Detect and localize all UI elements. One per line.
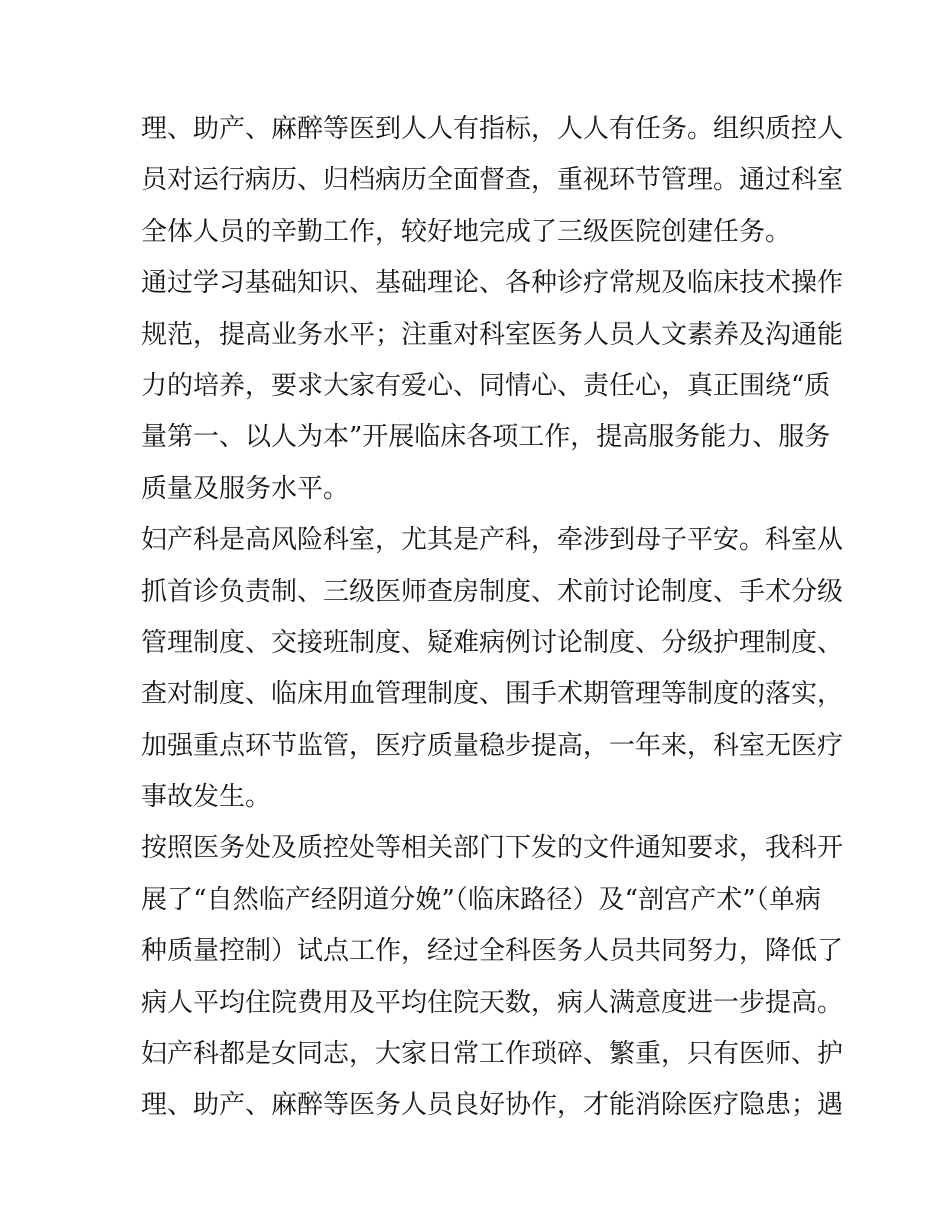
document-body xyxy=(141,104,844,1132)
text-line: 质量及服务水平。 xyxy=(141,473,350,504)
text-line: 理、助产、麻醉等医务人员良好协作，才能消除医疗隐患；遇 xyxy=(141,1090,844,1121)
text-line: 展了“自然临产经阴道分娩”（临床路径）及“剖宫产术”（单病 xyxy=(141,884,821,915)
paragraph-3 xyxy=(141,515,844,823)
paragraph-5 xyxy=(141,1029,844,1132)
paragraph-4 xyxy=(141,823,844,1029)
text-line: 种质量控制）试点工作，经过全科医务人员共同努力，降低了 xyxy=(141,936,844,967)
text-line: 员对运行病历、归档病历全面督查，重视环节管理。通过科室 xyxy=(141,165,844,196)
text-line: 管理制度、交接班制度、疑难病例讨论制度、分级护理制度、 xyxy=(141,627,844,658)
text-line: 量第一、以人为本”开展临床各项工作，提高服务能力、服务 xyxy=(141,422,831,453)
text-line: 力的培养，要求大家有爱心、同情心、责任心，真正围绕“质 xyxy=(141,370,831,401)
text-line: 全体人员的辛勤工作，较好地完成了三级医院创建任务。 xyxy=(141,216,792,247)
text-line: 病人平均住院费用及平均住院天数，病人满意度进一步提高。 xyxy=(141,987,844,1018)
text-line: 按照医务处及质控处等相关部门下发的文件通知要求，我科开 xyxy=(141,833,844,864)
text-line: 加强重点环节监管，医疗质量稳步提高，一年来，科室无医疗 xyxy=(141,730,844,761)
text-line: 理、助产、麻醉等医到人人有指标，人人有任务。组织质控人 xyxy=(141,114,844,144)
paragraph-2 xyxy=(141,258,844,515)
paragraph-1 xyxy=(141,104,844,258)
text-line: 抓首诊负责制、三级医师查房制度、术前讨论制度、手术分级 xyxy=(141,576,844,607)
text-line: 通过学习基础知识、基础理论、各种诊疗常规及临床技术操作 xyxy=(141,268,844,299)
text-line: 事故发生。 xyxy=(141,782,272,813)
text-line: 妇产科是高风险科室，尤其是产科，牵涉到母子平安。科室从 xyxy=(141,525,844,556)
text-line: 查对制度、临床用血管理制度、围手术期管理等制度的落实， xyxy=(141,679,844,710)
text-line: 规范，提高业务水平；注重对科室医务人员人文素养及沟通能 xyxy=(141,319,844,350)
text-line: 妇产科都是女同志，大家日常工作琐碎、繁重，只有医师、护 xyxy=(141,1039,844,1070)
